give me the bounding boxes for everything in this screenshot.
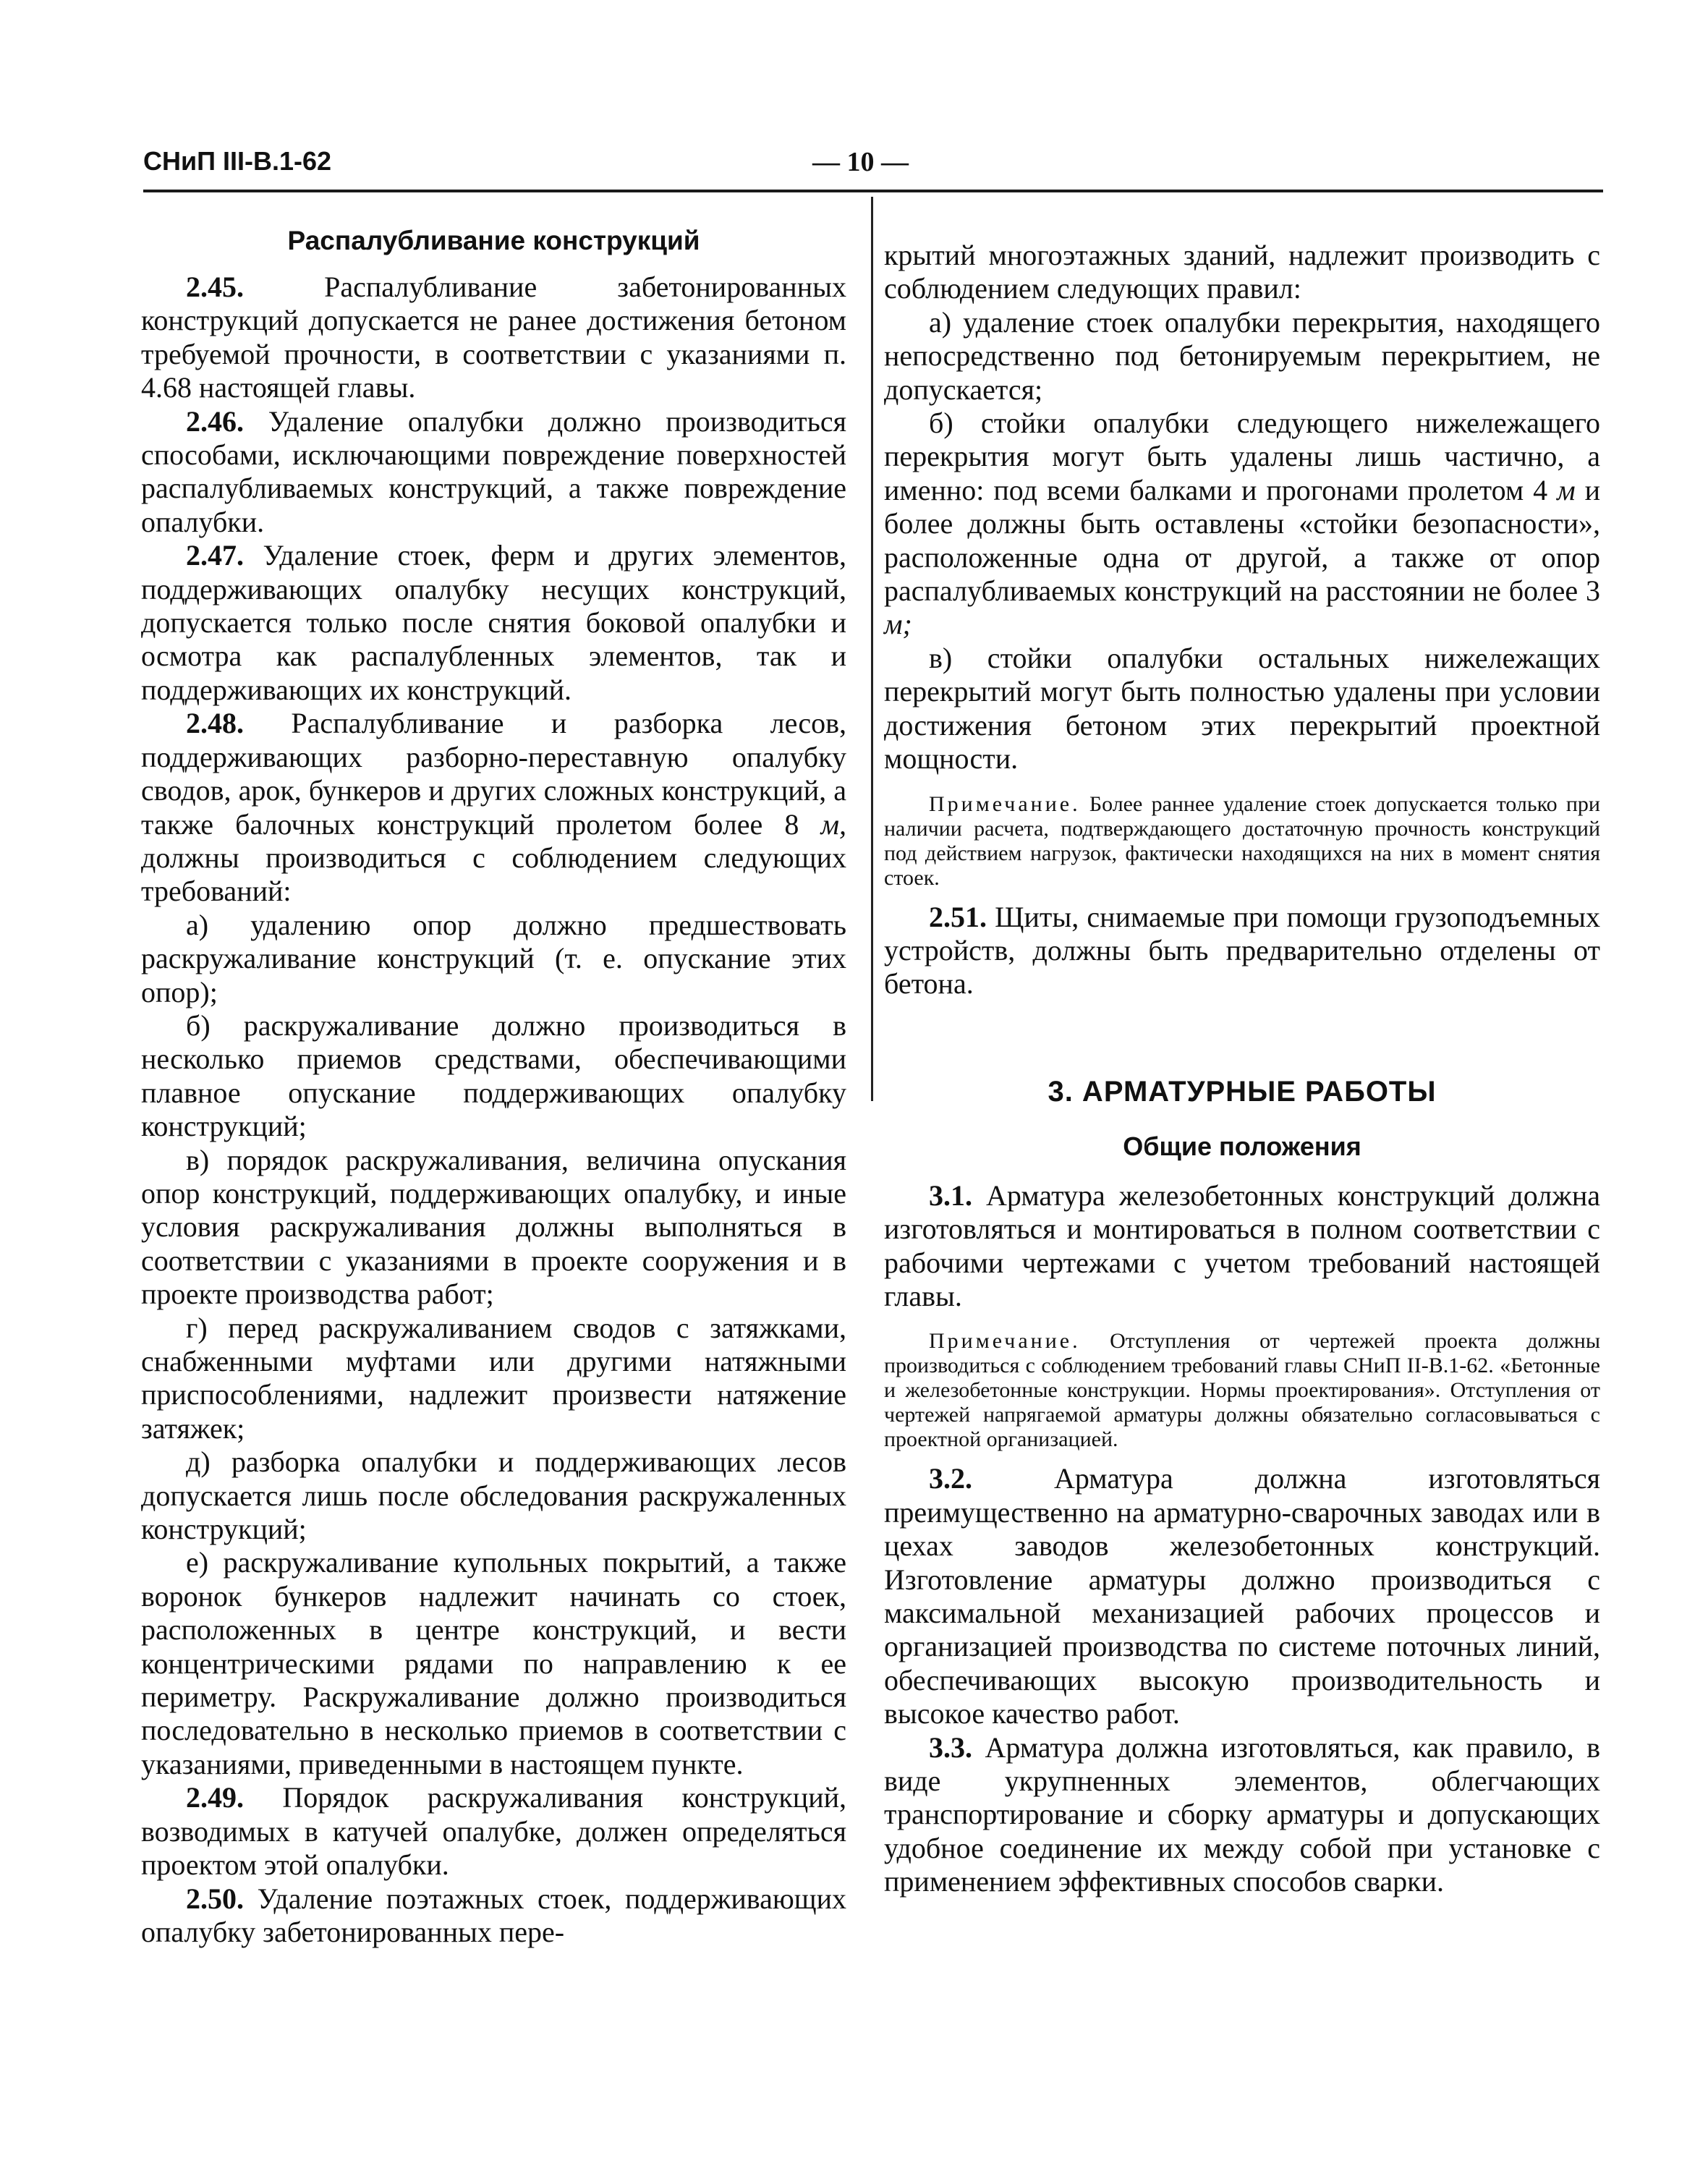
right-column (884, 239, 1600, 1899)
clause-number: 2.46. (186, 404, 244, 438)
unit-text: м; (884, 608, 912, 641)
page-number: — 10 — (812, 147, 909, 177)
list-item-a: а) удаление стоек опалубки перекрытия, находящего непосредственно под бетонируемым перекрытием, не допускается; (884, 305, 1600, 406)
paragraph-2-49 (141, 1781, 846, 1882)
column-divider (871, 197, 873, 1101)
list-item-b (884, 407, 1600, 642)
paragraph-3-2 (884, 1462, 1600, 1730)
list-item-e: е) раскружаливание купольных покрытий, а также воронок бункеров надлежит начинать со стоек, расположенных в центре конструкций, и вести концентрическими рядами по направлению к ее периметру. Раскружаливание должно производиться последовательно в несколько приемов в соответствии с указаниями, приведенными в настоящем пункте. (141, 1546, 846, 1780)
clause-number: 2.45. (186, 271, 244, 303)
paragraph-3-1 (884, 1179, 1600, 1314)
paragraph-2-45 (141, 271, 846, 405)
page-header (143, 143, 1597, 187)
clause-text: Арматура железобетонных конструкций должна изготовляться и монтироваться в полном соответствии с рабочими чертежами с учетом требований настоящей главы. (884, 1178, 1600, 1312)
chapter-title-reinforcement: 3. АРМАТУРНЫЕ РАБОТЫ (1048, 1075, 1437, 1108)
clause-text: Арматура должна изготовляться преимущественно на арматурно-сварочных заводах или в цехах заводов железобетонных конструкций. Изготовление арматуры должно производиться с максимальной механизацией рабочих процессов и организацией производства по системе поточных линий, обеспечивающих высокую производительность и высокое качество работ. (884, 1462, 1600, 1730)
paragraph-2-50 (141, 1882, 846, 1950)
clause-number: 2.47. (186, 539, 244, 572)
paragraph-2-51 (884, 901, 1600, 1001)
clause-number: 3.1. (929, 1178, 972, 1212)
clause-text: Распалубливание и разборка лесов, поддерживающих разборно-переставную опалубку сводов, арок, бункеров и других сложных конструкций, а также балочных конструкций пролетом более 8 (141, 707, 846, 841)
unit-text: м, (820, 807, 846, 841)
clause-number: 3.2. (929, 1462, 972, 1495)
list-item-a: а) удалению опор должно предшествовать раскружаливание конструкций (т. е. опускание этих опор); (141, 908, 846, 1008)
clause-text: Распалубливание забетонированных конструкций допускается не ранее достижения бетоном требуемой прочности, в соответствии с указаниями п. 4.68 настоящей главы. (141, 271, 846, 404)
unit-text: м (1557, 473, 1576, 506)
section-title-stripping: Распалубливание конструкций (287, 226, 700, 255)
list-item-b: б) раскружаливание должно производиться в несколько приемов средствами, обеспечивающими плавное опускание поддерживающих опалубку конструкций; (141, 1008, 846, 1143)
note-label: Примечание. (929, 1329, 1081, 1354)
header-rule (143, 190, 1603, 192)
clause-number: 2.49. (186, 1781, 244, 1814)
clause-text: Удаление опалубки должно производиться способами, исключающими повреждение поверхностей распалубливаемых конструкций, а также повреждение опалубки. (141, 404, 846, 538)
note-label: Примечание. (929, 791, 1081, 816)
clause-number: 2.50. (186, 1882, 244, 1915)
note-text: Более раннее удаление стоек допускается только при наличии расчета, подтверждающего достаточную прочность конструкций под действием нагрузок, фактически находящихся на них в момент снятия стоек. (884, 791, 1600, 890)
list-item-d: д) разборка опалубки и поддерживающих лесов допускается лишь после обследования раскружаленных конструкций; (141, 1445, 846, 1546)
clause-text: Удаление стоек, ферм и других элементов, поддерживающих опалубку несущих конструкций, допускается только после снятия боковой опалубки и осмотра как распалубленных элементов, так и поддерживающих их конструкций. (141, 539, 846, 706)
list-item-v: в) порядок раскружаливания, величина опускания опор конструкций, поддерживающих опалубку, и иные условия раскружаливания должны выполняться в соответствии с указаниями в проекте сооружения и в проекте производства работ; (141, 1143, 846, 1311)
clause-number: 2.48. (186, 707, 244, 740)
clause-text: Арматура должна изготовляться, как правило, в виде укрупненных элементов, облегчающих транспортирование и сборку арматуры и допускающих удобное соединение их между собой при установке с применением эффективных способов сварки. (884, 1730, 1600, 1898)
note-stand-removal (884, 792, 1600, 891)
clause-text: Порядок раскружаливания конструкций, возводимых в катучей опалубке, должен определяться проектом этой опалубки. (141, 1781, 846, 1882)
paragraph-2-50-continuation: крытий многоэтажных зданий, надлежит производить с соблюдением следующих правил: (884, 239, 1600, 305)
note-drawing-deviations (884, 1329, 1600, 1452)
item-text: б) стойки опалубки следующего нижележащего перекрытия могут быть удалены лишь частично, а именно: под всеми балками и прогонами пролетом 4 (884, 407, 1600, 506)
paragraph-3-3 (884, 1731, 1600, 1899)
list-item-v: в) стойки опалубки остальных нижележащих перекрытий могут быть полностью удалены при условии достижения бетоном этих перекрытий проектной мощности. (884, 641, 1600, 776)
list-item-g: г) перед раскружаливанием сводов с затяжками, снабженными муфтами или другими натяжными приспособлениями, надлежит произвести натяжение затяжек; (141, 1311, 846, 1445)
item-text: и более должны быть оставлены «стойки безопасности», расположенные одна от другой, а также от опор распалубливаемых конструкций на расстоянии не более 3 (884, 473, 1601, 608)
paragraph-2-46 (141, 405, 846, 540)
clause-number: 2.51. (929, 900, 987, 933)
paragraph-2-48 (141, 707, 846, 908)
clause-text: Удаление поэтажных стоек, поддерживающих опалубку забетонированных пере- (141, 1882, 846, 1948)
clause-number: 3.3. (929, 1730, 972, 1764)
clause-text: должны производиться с соблюдением следующих требований: (141, 841, 846, 908)
note-text: Отступления от чертежей проекта должны производиться с соблюдением требований главы СНиП II-В.1-62. «Бетонные и железобетонные конструкции. Нормы проектирования». Отступления от чертежей напрягаемой арматуры должны обязательно согласовываться с проектной организацией. (884, 1329, 1600, 1452)
clause-text: Щиты, снимаемые при помощи грузоподъемных устройств, должны быть предварительно отделены от бетона. (884, 900, 1600, 1001)
left-column (141, 224, 846, 1949)
document-code: СНиП III-В.1-62 (143, 146, 332, 176)
paragraph-2-47 (141, 539, 846, 707)
subsection-title-general: Общие положения (1123, 1131, 1361, 1161)
